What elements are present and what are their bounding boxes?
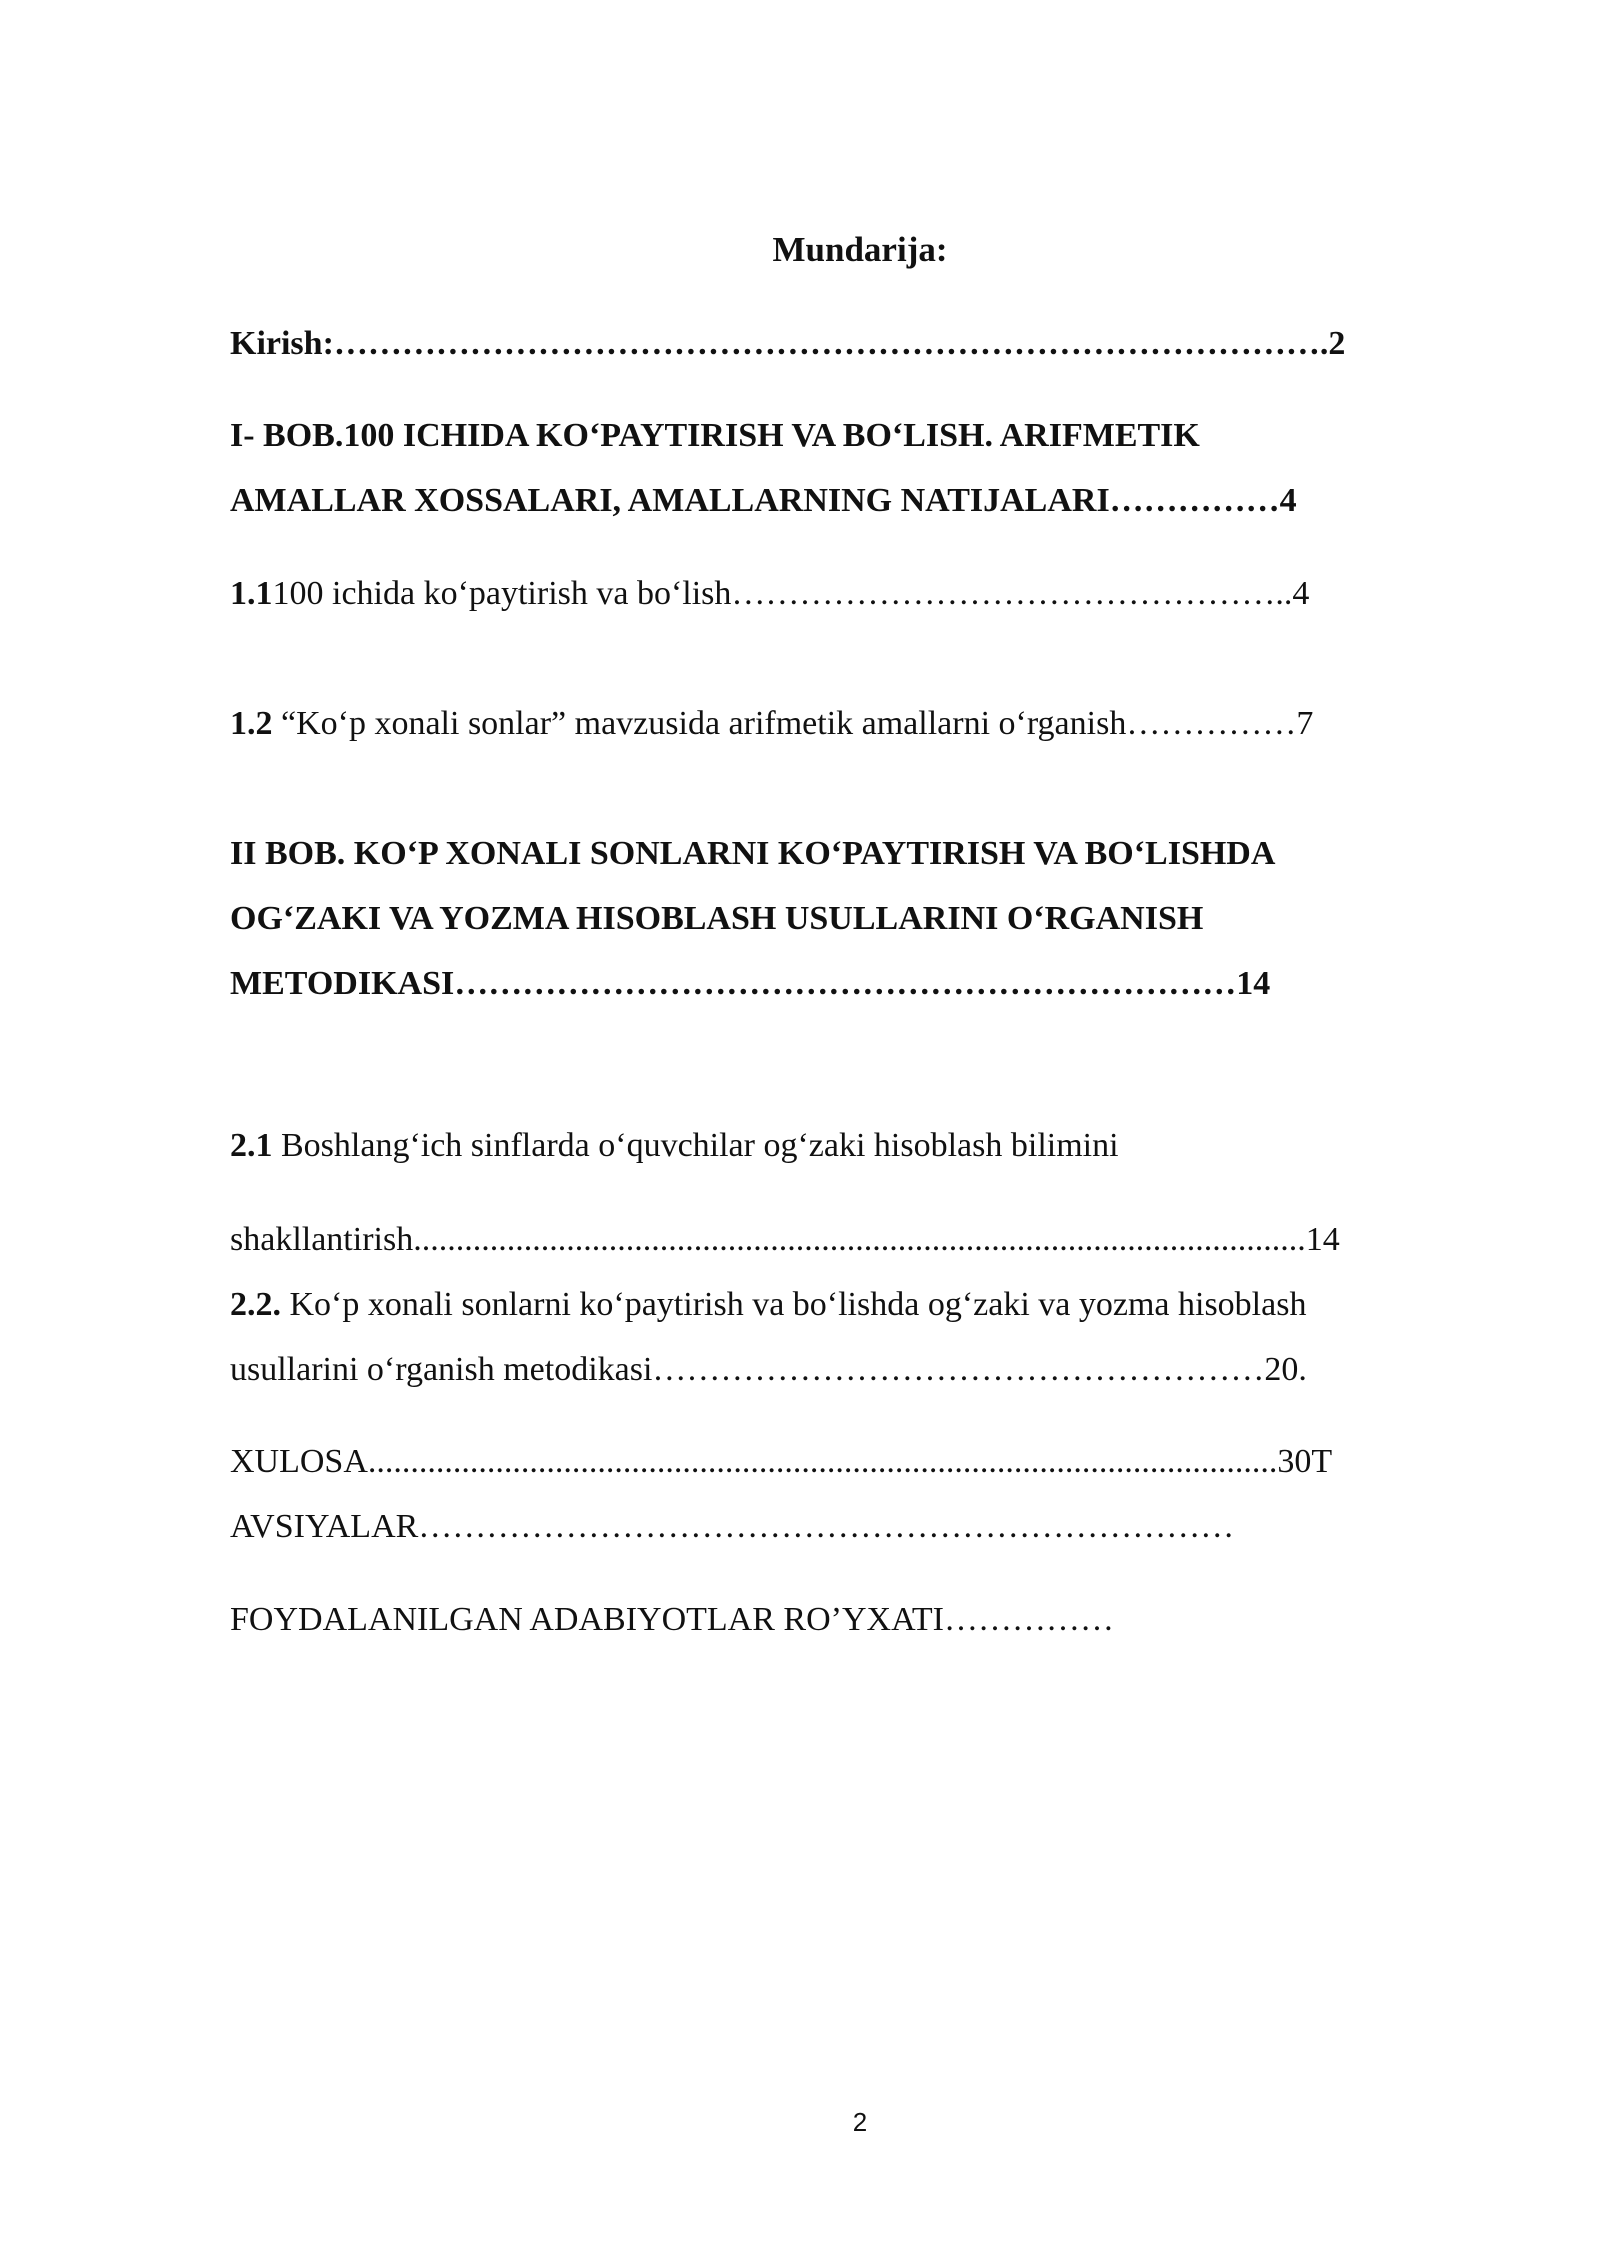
toc-entry-bob2-line2: OG‘ZAKI VA YOZMA HISOBLASH USULLARINI O‘RGANISH xyxy=(230,900,1204,937)
toc-entry-tavsiyalar: AVSIYALAR……………………………………………………………… xyxy=(230,1508,1235,1545)
toc-entry-adabiyotlar: FOYDALANILGAN ADABIYOTLAR RO’YXATI…………… xyxy=(230,1601,1114,1638)
toc-entry-1-1 xyxy=(230,572,1309,616)
toc-entry-bob2-line1: II BOB. KO‘P XONALI SONLARNI KO‘PAYTIRISH VA BO‘LISHDA xyxy=(230,835,1276,872)
toc-entry-xulosa: XULOSA...........................................................................................................30T xyxy=(230,1443,1333,1480)
section-number: 1.2 xyxy=(230,705,273,742)
page-number: 2 xyxy=(852,2107,868,2137)
section-title: “Ko‘p xonali sonlar” mavzusida arifmetik amallarni o‘rganish……………7 xyxy=(272,705,1314,742)
toc-entry-2-2 xyxy=(230,1283,1306,1327)
toc-entry-bob1-line2: AMALLAR XOSSALARI, AMALLARNING NATIJALARI……………4 xyxy=(230,482,1297,519)
toc-entry-2-2-cont: usullarini o‘rganish metodikasi………………………………………………20. xyxy=(230,1351,1307,1388)
toc-entry-2-1-cont: shakllantirish.........................................................................................................14 xyxy=(230,1221,1340,1258)
toc-entry-1-2 xyxy=(230,702,1313,746)
section-number: 2.2. xyxy=(230,1286,281,1323)
section-title: 100 ichida ko‘paytirish va bo‘lish…………………………………………..4 xyxy=(272,575,1310,612)
toc-entry-bob2-line3: METODIKASI……………………………………………………………14 xyxy=(230,965,1271,1002)
toc-entry-2-1 xyxy=(230,1124,1119,1168)
toc-title: Mundarija: xyxy=(772,230,948,269)
section-title: Boshlang‘ich sinflarda o‘quvchilar og‘zaki hisoblash bilimini xyxy=(272,1127,1119,1164)
section-number: 1.1 xyxy=(230,575,273,612)
toc-entry-kirish: Kirish:…………………………………………………………………………….2 xyxy=(230,325,1346,362)
section-number: 2.1 xyxy=(230,1127,273,1164)
section-title: Ko‘p xonali sonlarni ko‘paytirish va bo‘lishda og‘zaki va yozma hisoblash xyxy=(281,1286,1307,1323)
toc-entry-bob1-line1: I- BOB.100 ICHIDA KO‘PAYTIRISH VA BO‘LISH. ARIFMETIK xyxy=(230,417,1200,454)
